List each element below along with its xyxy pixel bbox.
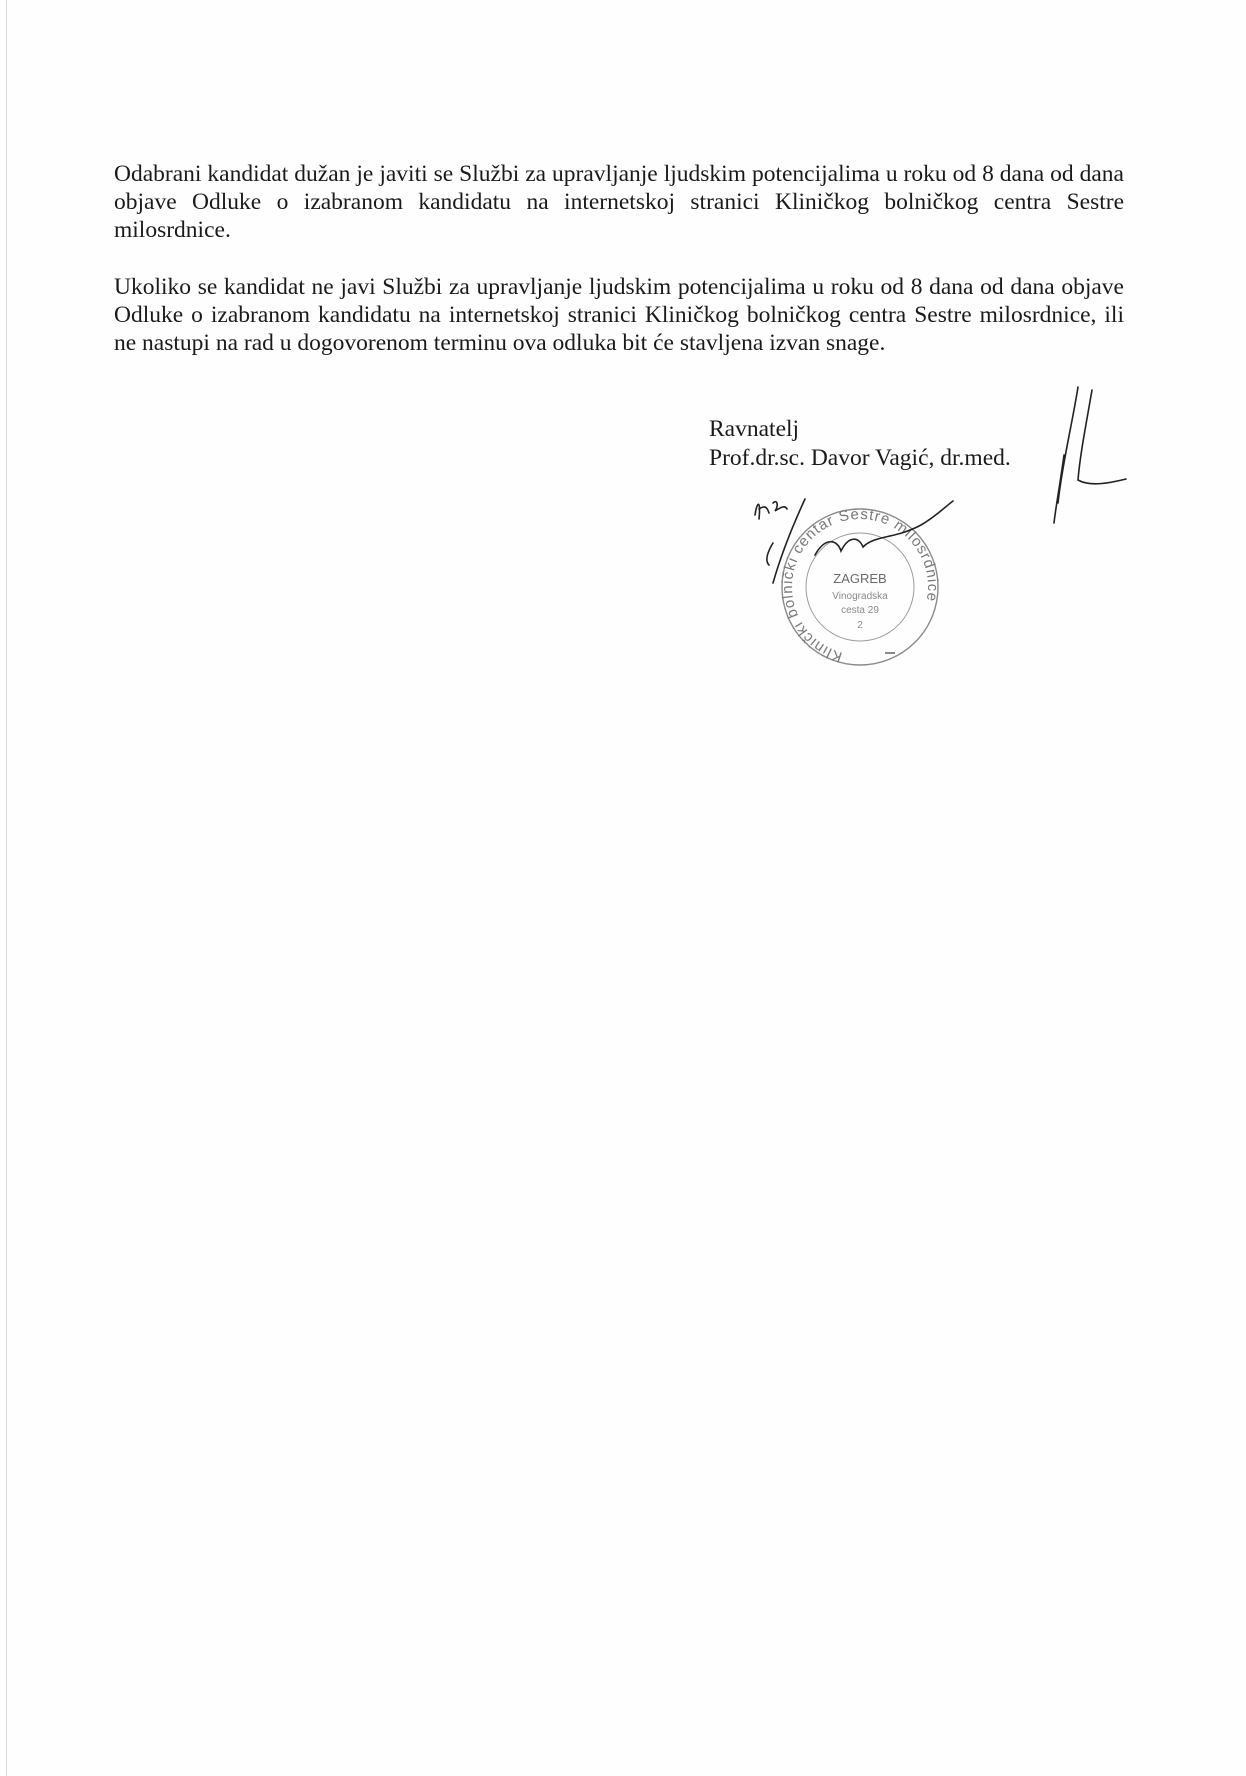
signatory-role: Ravnatelj bbox=[709, 416, 800, 442]
paragraph-reporting-deadline: Odabrani kandidat dužan je javiti se Službi za upravljanje ljudskim potencijalima u roku od 8 dana od dana objave Odluke o izabranom kandidatu na internetskoj stranici Kliničkog bolničkog centra Sestre milosrdnice. bbox=[114, 161, 1124, 243]
paragraph-failure-consequence: Ukoliko se kandidat ne javi Službi za upravljanje ljudskim potencijalima u roku od 8 dana od dana objave Odluke o izabranom kandidatu na internetskoj stranici Kliničkog bolničkog centra Sestre milosrdnice, ili ne nastupi na rad u dogovorenom terminu ova odluka bit će stavljena izvan snage. bbox=[114, 274, 1124, 356]
signature-block bbox=[709, 415, 1011, 473]
stamp-city: ZAGREB bbox=[833, 571, 887, 586]
stamp-street: Vinogradska bbox=[832, 591, 888, 602]
page-edge-line bbox=[6, 0, 7, 1776]
stamp-id: 2 bbox=[857, 620, 863, 631]
handwritten-signature bbox=[1050, 385, 1150, 525]
signatory-name: Prof.dr.sc. Davor Vagić, dr.med. bbox=[709, 445, 1011, 471]
svg-text:Klinički bolnički centar Sestr: Klinički bolnički centar Sestre milosrdnice bbox=[778, 505, 942, 666]
institution-stamp bbox=[745, 495, 975, 670]
stamp-number: cesta 29 bbox=[841, 605, 879, 616]
